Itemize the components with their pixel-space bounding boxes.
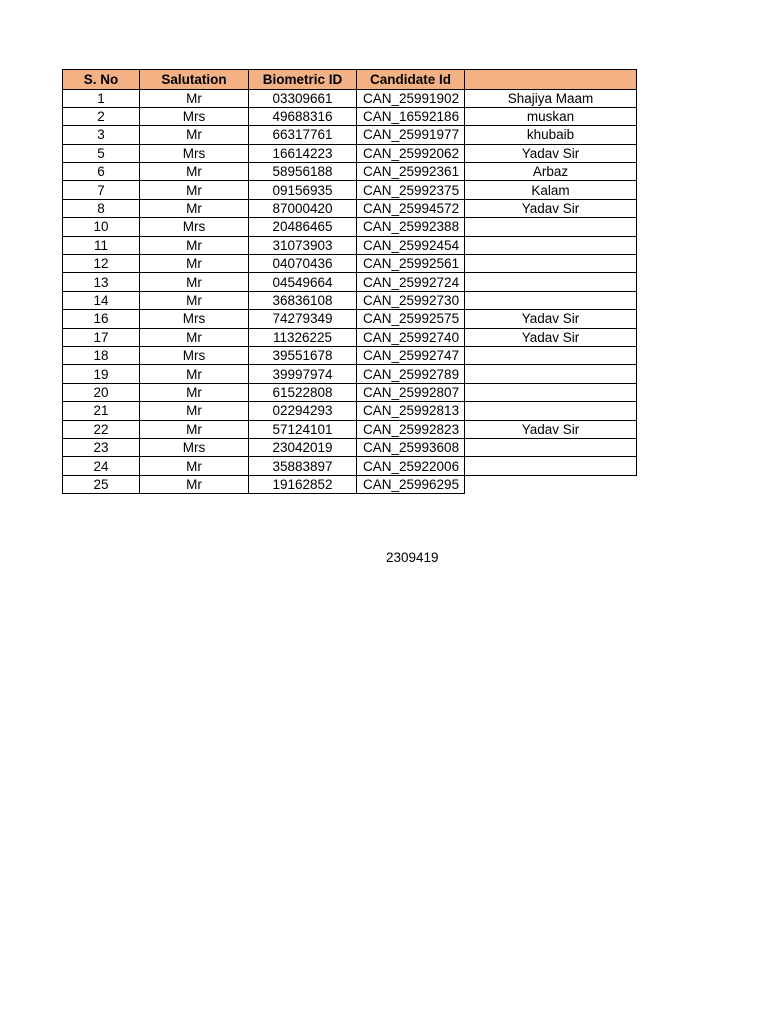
cell-s-no: 2 bbox=[63, 107, 140, 125]
cell-s-no: 10 bbox=[63, 218, 140, 236]
table-row bbox=[63, 273, 637, 291]
cell-biometric-id: 03309661 bbox=[249, 89, 357, 107]
cell-s-no: 8 bbox=[63, 199, 140, 217]
cell-assignee bbox=[465, 346, 637, 364]
cell-salutation: Mr bbox=[140, 475, 249, 493]
cell-candidate-id: CAN_25993608 bbox=[357, 438, 465, 456]
cell-candidate-id: CAN_25992789 bbox=[357, 365, 465, 383]
cell-biometric-id: 11326225 bbox=[249, 328, 357, 346]
cell-salutation: Mr bbox=[140, 457, 249, 475]
cell-s-no: 23 bbox=[63, 438, 140, 456]
cell-s-no: 1 bbox=[63, 89, 140, 107]
table-row bbox=[63, 126, 637, 144]
cell-s-no: 18 bbox=[63, 346, 140, 364]
table-row bbox=[63, 365, 637, 383]
table-row bbox=[63, 291, 637, 309]
cell-candidate-id: CAN_25992724 bbox=[357, 273, 465, 291]
table-row bbox=[63, 144, 637, 162]
cell-biometric-id: 36836108 bbox=[249, 291, 357, 309]
cell-s-no: 6 bbox=[63, 163, 140, 181]
cell-biometric-id: 31073903 bbox=[249, 236, 357, 254]
table-row bbox=[63, 402, 637, 420]
cell-salutation: Mrs bbox=[140, 438, 249, 456]
cell-assignee bbox=[465, 438, 637, 456]
cell-assignee: Arbaz bbox=[465, 163, 637, 181]
cell-candidate-id: CAN_25992388 bbox=[357, 218, 465, 236]
table-row bbox=[63, 218, 637, 236]
cell-candidate-id: CAN_25991902 bbox=[357, 89, 465, 107]
table-row bbox=[63, 438, 637, 456]
cell-s-no: 13 bbox=[63, 273, 140, 291]
cell-candidate-id: CAN_25996295 bbox=[357, 475, 465, 493]
cell-biometric-id: 74279349 bbox=[249, 310, 357, 328]
cell-assignee bbox=[465, 273, 637, 291]
cell-assignee: Yadav Sir bbox=[465, 310, 637, 328]
cell-salutation: Mrs bbox=[140, 310, 249, 328]
cell-salutation: Mrs bbox=[140, 346, 249, 364]
cell-biometric-id: 39551678 bbox=[249, 346, 357, 364]
header-biometric-id: Biometric ID bbox=[249, 70, 357, 90]
cell-assignee: khubaib bbox=[465, 126, 637, 144]
cell-salutation: Mr bbox=[140, 236, 249, 254]
table-row bbox=[63, 255, 637, 273]
header-salutation: Salutation bbox=[140, 70, 249, 90]
footer-number: 2309419 bbox=[386, 550, 439, 565]
cell-salutation: Mr bbox=[140, 328, 249, 346]
cell-assignee bbox=[465, 475, 637, 493]
cell-s-no: 7 bbox=[63, 181, 140, 199]
table-row bbox=[63, 199, 637, 217]
table-row bbox=[63, 383, 637, 401]
header-s-no: S. No bbox=[63, 70, 140, 90]
header-candidate-id: Candidate Id bbox=[357, 70, 465, 90]
table-row bbox=[63, 457, 637, 475]
cell-assignee: Yadav Sir bbox=[465, 144, 637, 162]
header-row bbox=[63, 70, 637, 90]
cell-biometric-id: 66317761 bbox=[249, 126, 357, 144]
cell-biometric-id: 09156935 bbox=[249, 181, 357, 199]
cell-biometric-id: 16614223 bbox=[249, 144, 357, 162]
table-row bbox=[63, 346, 637, 364]
cell-candidate-id: CAN_25992740 bbox=[357, 328, 465, 346]
cell-s-no: 17 bbox=[63, 328, 140, 346]
cell-biometric-id: 02294293 bbox=[249, 402, 357, 420]
cell-salutation: Mrs bbox=[140, 144, 249, 162]
table-row bbox=[63, 107, 637, 125]
table-row bbox=[63, 475, 637, 493]
cell-biometric-id: 58956188 bbox=[249, 163, 357, 181]
cell-candidate-id: CAN_25992561 bbox=[357, 255, 465, 273]
cell-s-no: 3 bbox=[63, 126, 140, 144]
cell-assignee: Yadav Sir bbox=[465, 199, 637, 217]
cell-biometric-id: 23042019 bbox=[249, 438, 357, 456]
cell-assignee: Shajiya Maam bbox=[465, 89, 637, 107]
cell-assignee: Yadav Sir bbox=[465, 420, 637, 438]
cell-salutation: Mr bbox=[140, 199, 249, 217]
cell-assignee bbox=[465, 365, 637, 383]
cell-assignee bbox=[465, 402, 637, 420]
cell-candidate-id: CAN_25922006 bbox=[357, 457, 465, 475]
cell-s-no: 24 bbox=[63, 457, 140, 475]
cell-assignee: Yadav Sir bbox=[465, 328, 637, 346]
cell-assignee: muskan bbox=[465, 107, 637, 125]
cell-biometric-id: 20486465 bbox=[249, 218, 357, 236]
cell-s-no: 19 bbox=[63, 365, 140, 383]
table-row bbox=[63, 236, 637, 254]
cell-salutation: Mr bbox=[140, 163, 249, 181]
cell-candidate-id: CAN_25992807 bbox=[357, 383, 465, 401]
cell-salutation: Mr bbox=[140, 420, 249, 438]
cell-candidate-id: CAN_16592186 bbox=[357, 107, 465, 125]
cell-salutation: Mr bbox=[140, 126, 249, 144]
cell-s-no: 14 bbox=[63, 291, 140, 309]
table-row bbox=[63, 181, 637, 199]
cell-s-no: 11 bbox=[63, 236, 140, 254]
cell-biometric-id: 87000420 bbox=[249, 199, 357, 217]
cell-candidate-id: CAN_25991977 bbox=[357, 126, 465, 144]
cell-assignee bbox=[465, 236, 637, 254]
cell-salutation: Mrs bbox=[140, 107, 249, 125]
cell-candidate-id: CAN_25992375 bbox=[357, 181, 465, 199]
cell-salutation: Mr bbox=[140, 291, 249, 309]
table-row bbox=[63, 89, 637, 107]
table-row bbox=[63, 420, 637, 438]
cell-s-no: 25 bbox=[63, 475, 140, 493]
cell-candidate-id: CAN_25992813 bbox=[357, 402, 465, 420]
cell-candidate-id: CAN_25992062 bbox=[357, 144, 465, 162]
cell-biometric-id: 04070436 bbox=[249, 255, 357, 273]
cell-candidate-id: CAN_25992823 bbox=[357, 420, 465, 438]
cell-salutation: Mr bbox=[140, 365, 249, 383]
table-row bbox=[63, 163, 637, 181]
cell-salutation: Mr bbox=[140, 181, 249, 199]
cell-assignee bbox=[465, 255, 637, 273]
cell-salutation: Mr bbox=[140, 402, 249, 420]
cell-s-no: 20 bbox=[63, 383, 140, 401]
cell-s-no: 22 bbox=[63, 420, 140, 438]
cell-s-no: 16 bbox=[63, 310, 140, 328]
cell-biometric-id: 57124101 bbox=[249, 420, 357, 438]
cell-assignee bbox=[465, 291, 637, 309]
cell-salutation: Mr bbox=[140, 89, 249, 107]
cell-salutation: Mrs bbox=[140, 218, 249, 236]
cell-candidate-id: CAN_25992454 bbox=[357, 236, 465, 254]
cell-s-no: 12 bbox=[63, 255, 140, 273]
cell-biometric-id: 19162852 bbox=[249, 475, 357, 493]
candidate-table bbox=[62, 69, 637, 494]
cell-candidate-id: CAN_25992361 bbox=[357, 163, 465, 181]
cell-assignee bbox=[465, 457, 637, 475]
header-assignee bbox=[465, 70, 637, 90]
cell-assignee bbox=[465, 218, 637, 236]
table-row bbox=[63, 310, 637, 328]
cell-assignee: Kalam bbox=[465, 181, 637, 199]
cell-salutation: Mr bbox=[140, 255, 249, 273]
table-row bbox=[63, 328, 637, 346]
cell-s-no: 21 bbox=[63, 402, 140, 420]
cell-candidate-id: CAN_25994572 bbox=[357, 199, 465, 217]
cell-biometric-id: 39997974 bbox=[249, 365, 357, 383]
cell-assignee bbox=[465, 383, 637, 401]
cell-s-no: 5 bbox=[63, 144, 140, 162]
cell-candidate-id: CAN_25992730 bbox=[357, 291, 465, 309]
cell-biometric-id: 61522808 bbox=[249, 383, 357, 401]
cell-candidate-id: CAN_25992575 bbox=[357, 310, 465, 328]
cell-biometric-id: 04549664 bbox=[249, 273, 357, 291]
cell-candidate-id: CAN_25992747 bbox=[357, 346, 465, 364]
cell-biometric-id: 49688316 bbox=[249, 107, 357, 125]
cell-salutation: Mr bbox=[140, 383, 249, 401]
cell-biometric-id: 35883897 bbox=[249, 457, 357, 475]
cell-salutation: Mr bbox=[140, 273, 249, 291]
